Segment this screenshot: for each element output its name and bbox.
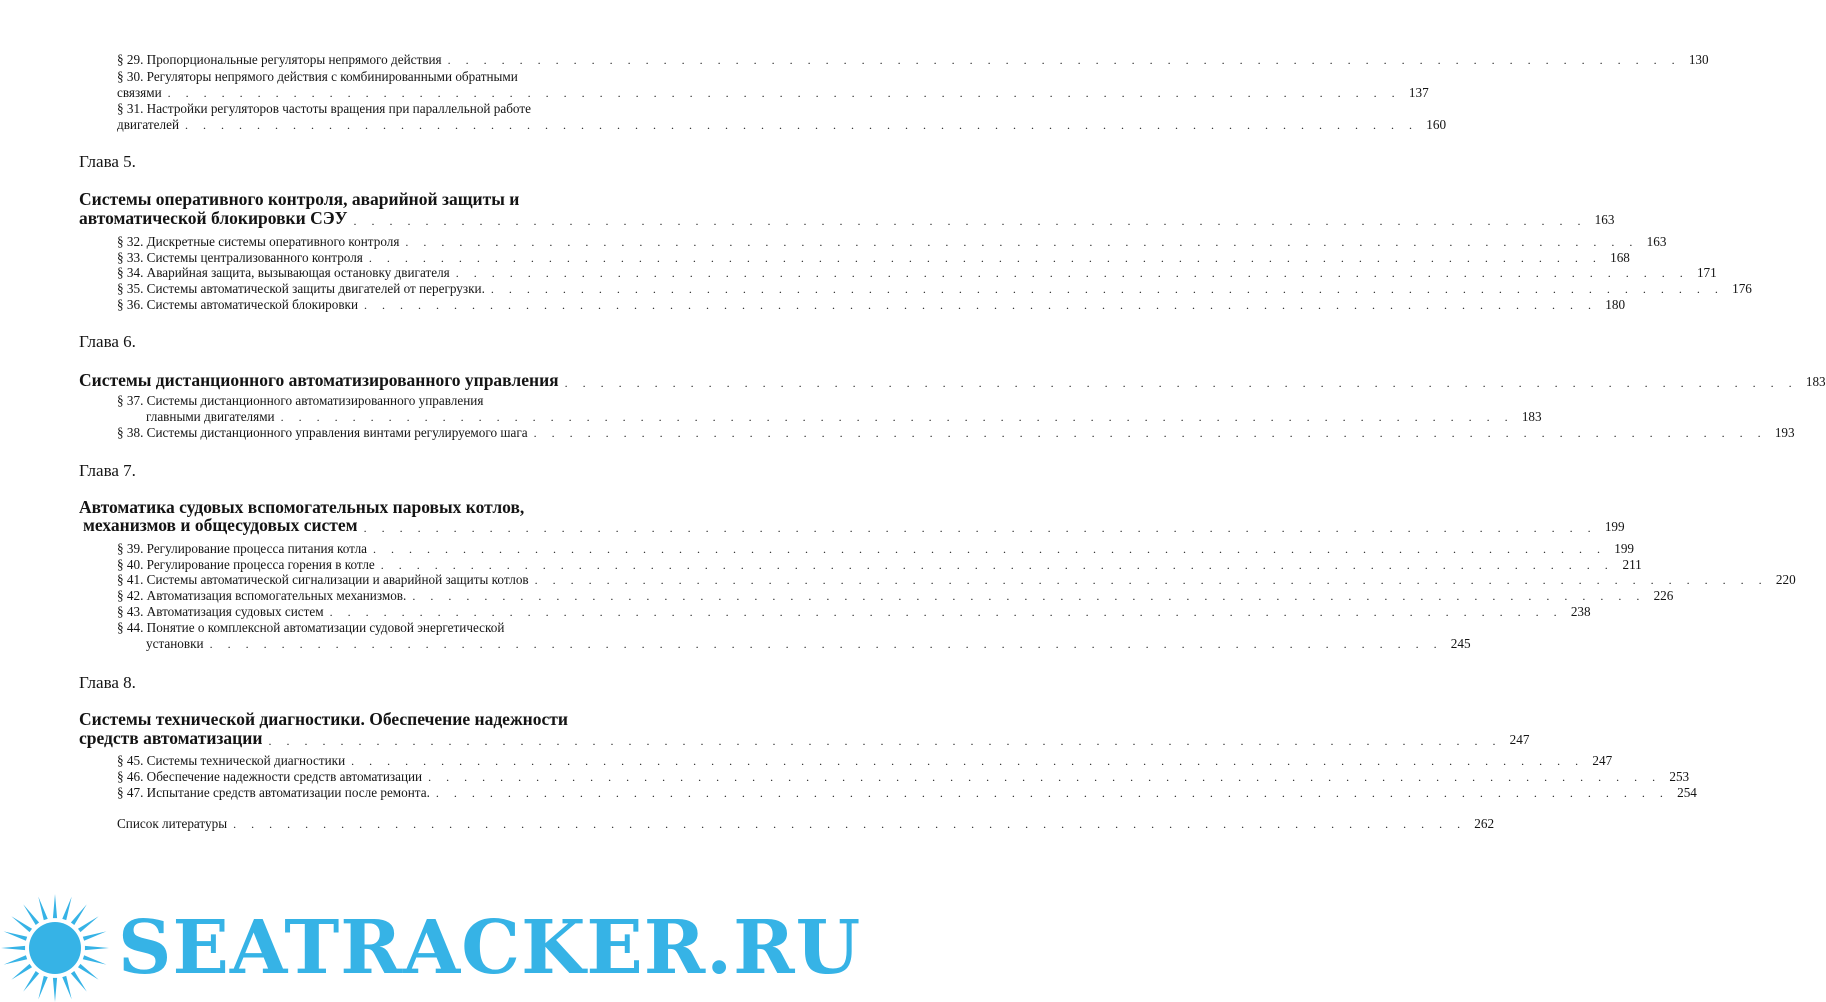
page-number: 163 xyxy=(1594,212,1615,227)
dot-leader: . . . . . . . . . . . . . . . . . . . . . . . . . . . . . . . . . . . . . . . . . . . . . . . . . . . . . . . . . . . . . . . . . . . . . xyxy=(329,605,1563,619)
dot-leader: . . . . . . . . . . . . . . . . . . . . . . . . . . . . . . . . . . . . . . . . . . . . . . . . . . . . . . . . . . . . . . . . . . . . . xyxy=(428,770,1662,784)
entry-title: § 36. Системы автоматической блокировки xyxy=(117,297,359,312)
chapter-7-title-line1: Автоматика судовых вспомогательных паровых котлов, xyxy=(79,497,525,517)
sun-ray xyxy=(83,955,107,964)
sun-ray xyxy=(38,976,47,1000)
sun-ray xyxy=(62,976,71,1000)
toc-entry-39[interactable] xyxy=(117,541,1635,556)
chapter-8-title[interactable] xyxy=(79,728,1530,748)
sun-ray xyxy=(23,971,39,992)
entry-title: § 32. Дискретные системы оперативного контроля xyxy=(117,234,400,249)
dot-leader: . . . . . . . . . . . . . . . . . . . . . . . . . . . . . . . . . . . . . . . . . . . . . . . . . . . . . . . . . . . . . . . . . . . . . xyxy=(380,558,1614,572)
page-number: 183 xyxy=(1521,409,1542,424)
toc-entry-29[interactable] xyxy=(117,52,1709,67)
page-number: 183 xyxy=(1805,374,1826,389)
toc-entry-44[interactable] xyxy=(146,636,1471,651)
page-number: 180 xyxy=(1605,297,1626,312)
page-number: 160 xyxy=(1426,117,1447,132)
dot-leader: . . . . . . . . . . . . . . . . . . . . . . . . . . . . . . . . . . . . . . . . . . . . . . . . . . . . . . . . . . . . . . . . . . . . . xyxy=(564,376,1798,390)
dot-leader: . . . . . . . . . . . . . . . . . . . . . . . . . . . . . . . . . . . . . . . . . . . . . . . . . . . . . . . . . . . . . . . . . . . . . xyxy=(185,118,1419,132)
page-number: 199 xyxy=(1604,519,1625,534)
chapter-5-title-line1: Системы оперативного контроля, аварийной защиты и xyxy=(79,189,520,209)
page-number: 176 xyxy=(1732,281,1752,296)
page-number: 130 xyxy=(1688,52,1709,67)
chapter-6-title[interactable] xyxy=(79,370,1826,390)
entry-title: § 34. Аварийная защита, вызывающая остановку двигателя xyxy=(117,265,450,280)
toc-entry-31[interactable] xyxy=(117,117,1447,132)
toc-entry-47[interactable] xyxy=(117,785,1697,800)
dot-leader: . . . . . . . . . . . . . . . . . . . . . . . . . . . . . . . . . . . . . . . . . . . . . . . . . . . . . . . . . . . . . . . . . . . . . xyxy=(447,53,1681,67)
dot-leader: . . . . . . . . . . . . . . . . . . . . . . . . . . . . . . . . . . . . . . . . . . . . . . . . . . . . . . . . . . . . . . . . . . . . . xyxy=(368,251,1602,265)
sun-ray xyxy=(62,897,71,921)
entry-title: § 40. Регулирование процесса горения в котле xyxy=(117,557,375,572)
dot-leader: . . . . . . . . . . . . . . . . . . . . . . . . . . . . . . . . . . . . . . . . . . . . . . . . . . . . . . . . . . . . . . . . . . . . . xyxy=(373,542,1607,556)
chapter-7-title[interactable] xyxy=(83,515,1625,535)
sun-ray xyxy=(85,946,109,950)
sun-ray xyxy=(53,978,57,1002)
toc-entry-36[interactable] xyxy=(117,297,1626,312)
toc-entry-30[interactable] xyxy=(117,85,1429,100)
toc-entry-42[interactable] xyxy=(117,588,1674,603)
toc-entry-44-line1: § 44. Понятие о комплексной автоматизации судовой энергетической xyxy=(117,620,505,635)
sun-ray xyxy=(23,904,39,925)
entry-title: § 47. Испытание средств автоматизации после ремонта. xyxy=(117,785,430,800)
entry-title: § 43. Автоматизация судовых систем xyxy=(117,604,324,619)
dot-leader: . . . . . . . . . . . . . . . . . . . . . . . . . . . . . . . . . . . . . . . . . . . . . . . . . . . . . . . . . . . . . . . . . . . . . xyxy=(209,637,1443,651)
page-number: 211 xyxy=(1622,557,1642,572)
dot-leader: . . . . . . . . . . . . . . . . . . . . . . . . . . . . . . . . . . . . . . . . . . . . . . . . . . . . . . . . . . . . . . . . . . . . . xyxy=(412,589,1646,603)
sun-ray xyxy=(71,971,87,992)
entry-title: главными двигателями xyxy=(146,409,275,424)
sun-ray xyxy=(38,897,47,921)
dot-leader: . . . . . . . . . . . . . . . . . . . . . . . . . . . . . . . . . . . . . . . . . . . . . . . . . . . . . . . . . . . . . . . . . . . . . xyxy=(490,282,1724,296)
sun-ray xyxy=(4,955,28,964)
sun-ray xyxy=(78,916,99,932)
entry-title: § 39. Регулирование процесса питания котла xyxy=(117,541,368,556)
page-number: 253 xyxy=(1669,769,1690,784)
toc-entry-bibliography[interactable] xyxy=(117,816,1495,831)
page-number: 262 xyxy=(1474,816,1495,831)
entry-title: § 29. Пропорциональные регуляторы непрямого действия xyxy=(117,52,442,67)
dot-leader: . . . . . . . . . . . . . . . . . . . . . . . . . . . . . . . . . . . . . . . . . . . . . . . . . . . . . . . . . . . . . . . . . . . . . xyxy=(534,573,1768,587)
dot-leader: . . . . . . . . . . . . . . . . . . . . . . . . . . . . . . . . . . . . . . . . . . . . . . . . . . . . . . . . . . . . . . . . . . . . . xyxy=(353,214,1587,228)
watermark-text: SEATRACKER.RU xyxy=(118,905,862,991)
entry-title: § 33. Системы централизованного контроля xyxy=(117,250,363,265)
chapter-7-label: Глава 7. xyxy=(79,461,136,480)
toc-entry-45[interactable] xyxy=(117,753,1613,768)
dot-leader: . . . . . . . . . . . . . . . . . . . . . . . . . . . . . . . . . . . . . . . . . . . . . . . . . . . . . . . . . . . . . . . . . . . . . xyxy=(455,266,1689,280)
toc-entry-46[interactable] xyxy=(117,769,1690,784)
page-number: 168 xyxy=(1610,250,1630,265)
sun-ray xyxy=(11,964,32,980)
sun-ray xyxy=(1,946,25,950)
dot-leader: . . . . . . . . . . . . . . . . . . . . . . . . . . . . . . . . . . . . . . . . . . . . . . . . . . . . . . . . . . . . . . . . . . . . . xyxy=(533,426,1767,440)
toc-entry-34[interactable] xyxy=(117,265,1717,280)
dot-leader: . . . . . . . . . . . . . . . . . . . . . . . . . . . . . . . . . . . . . . . . . . . . . . . . . . . . . . . . . . . . . . . . . . . . . xyxy=(405,235,1639,249)
chapter-title: автоматической блокировки СЭУ xyxy=(79,208,348,228)
entry-title: § 41. Системы автоматической сигнализации и аварийной защиты котлов xyxy=(117,572,529,587)
toc-entry-38[interactable] xyxy=(117,425,1795,440)
chapter-6-label: Глава 6. xyxy=(79,332,136,351)
sun-ray xyxy=(11,916,32,932)
toc-entry-31-line1: § 31. Настройки регуляторов частоты вращения при параллельной работе xyxy=(117,101,531,116)
toc-entry-37-line1: § 37. Системы дистанционного автоматизированного управления xyxy=(117,393,484,408)
chapter-title: механизмов и общесудовых систем xyxy=(83,515,358,535)
sun-ray xyxy=(71,904,87,925)
toc-entry-41[interactable] xyxy=(117,572,1796,587)
chapter-8-label: Глава 8. xyxy=(79,673,136,692)
toc-entry-32[interactable] xyxy=(117,234,1667,249)
chapter-title: Системы дистанционного автоматизированного управления xyxy=(79,370,559,390)
page-number: 226 xyxy=(1653,588,1674,603)
page-number: 163 xyxy=(1646,234,1667,249)
page-number: 254 xyxy=(1677,785,1697,800)
page-number: 137 xyxy=(1408,85,1429,100)
page-number: 245 xyxy=(1450,636,1471,651)
entry-title: § 42. Автоматизация вспомогательных механизмов. xyxy=(117,588,407,603)
sun-icon xyxy=(1,894,109,1002)
sun-ray xyxy=(4,931,28,940)
entry-title: § 38. Системы дистанционного управления винтами регулируемого шага xyxy=(117,425,528,440)
dot-leader: . . . . . . . . . . . . . . . . . . . . . . . . . . . . . . . . . . . . . . . . . . . . . . . . . . . . . . . . . . . . . . . . . . . . . xyxy=(268,734,1502,748)
chapter-5-label: Глава 5. xyxy=(79,152,136,171)
entry-title: § 45. Системы технической диагностики xyxy=(117,753,346,768)
toc-entry-43[interactable] xyxy=(117,604,1591,619)
page-number: 193 xyxy=(1774,425,1795,440)
sun-ray xyxy=(78,964,99,980)
entry-title: установки xyxy=(146,636,204,651)
toc-entry-30-line1: § 30. Регуляторы непрямого действия с комбинированными обратными xyxy=(117,69,518,84)
entry-title: Список литературы xyxy=(117,816,228,831)
entry-title: связями xyxy=(117,85,162,100)
toc-entry-40[interactable] xyxy=(117,557,1642,572)
entry-title: двигателей xyxy=(117,117,180,132)
toc-entry-37[interactable] xyxy=(146,409,1542,424)
entry-title: § 35. Системы автоматической защиты двигателей от перегрузки. xyxy=(117,281,485,296)
toc-entry-33[interactable] xyxy=(117,250,1630,265)
page-number: 247 xyxy=(1509,732,1530,747)
dot-leader: . . . . . . . . . . . . . . . . . . . . . . . . . . . . . . . . . . . . . . . . . . . . . . . . . . . . . . . . . . . . . . . . . . . . . xyxy=(364,298,1598,312)
chapter-title: средств автоматизации xyxy=(79,728,263,748)
dot-leader: . . . . . . . . . . . . . . . . . . . . . . . . . . . . . . . . . . . . . . . . . . . . . . . . . . . . . . . . . . . . . . . . . . . . . xyxy=(363,521,1597,535)
toc-entry-35[interactable] xyxy=(117,281,1752,296)
chapter-8-title-line1: Системы технической диагностики. Обеспечение надежности xyxy=(79,709,568,729)
dot-leader: . . . . . . . . . . . . . . . . . . . . . . . . . . . . . . . . . . . . . . . . . . . . . . . . . . . . . . . . . . . . . . . . . . . . . xyxy=(280,410,1514,424)
page-number: 199 xyxy=(1614,541,1635,556)
sun-ray xyxy=(83,931,107,940)
page-number: 220 xyxy=(1775,572,1796,587)
dot-leader: . . . . . . . . . . . . . . . . . . . . . . . . . . . . . . . . . . . . . . . . . . . . . . . . . . . . . . . . . . . . . . . . . . . . . xyxy=(351,754,1585,768)
sun-ray xyxy=(53,894,57,918)
page-number: 247 xyxy=(1592,753,1613,768)
dot-leader: . . . . . . . . . . . . . . . . . . . . . . . . . . . . . . . . . . . . . . . . . . . . . . . . . . . . . . . . . . . . . . . . . . . . . xyxy=(167,86,1401,100)
page-number: 171 xyxy=(1696,265,1717,280)
page-number: 238 xyxy=(1570,604,1591,619)
dot-leader: . . . . . . . . . . . . . . . . . . . . . . . . . . . . . . . . . . . . . . . . . . . . . . . . . . . . . . . . . . . . . . . . . . . . . xyxy=(233,817,1467,831)
entry-title: § 46. Обеспечение надежности средств автоматизации xyxy=(117,769,423,784)
dot-leader: . . . . . . . . . . . . . . . . . . . . . . . . . . . . . . . . . . . . . . . . . . . . . . . . . . . . . . . . . . . . . . . . . . . . . xyxy=(435,786,1669,800)
chapter-5-title[interactable] xyxy=(79,208,1615,228)
